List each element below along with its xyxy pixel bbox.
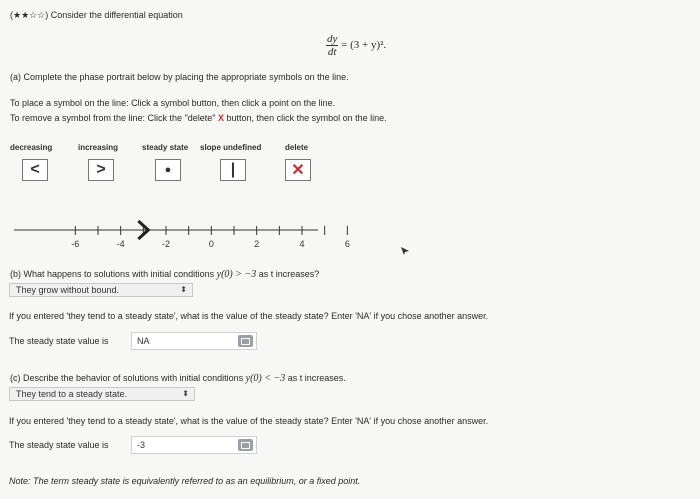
- decreasing-button[interactable]: [22, 159, 48, 181]
- problem-header: [10, 10, 183, 21]
- derivative-fraction: [326, 33, 338, 58]
- cursor-icon: [400, 246, 410, 256]
- left-chevron-icon: <: [30, 161, 40, 178]
- keyboard-icon[interactable]: [238, 335, 253, 347]
- equation-rhs: = (3 + y)².: [341, 39, 387, 52]
- delete-x-icon: ✕: [291, 162, 305, 179]
- part-b-condition: y(0) > −3: [216, 269, 257, 280]
- tick-label: -2: [161, 239, 171, 249]
- differential-equation: [326, 33, 386, 58]
- decreasing-label: decreasing: [10, 143, 53, 152]
- part-c-prompt: (c) Describe the behavior of solutions with initial conditions y(0) < −3 as t increases.: [10, 373, 346, 384]
- keyboard-icon[interactable]: [238, 439, 253, 451]
- place-instruction: To place a symbol on the line: Click a symbol button, then click a point on the line.: [10, 98, 336, 108]
- select-arrows-icon: ⬍: [182, 389, 189, 398]
- tick-label: 6: [344, 239, 350, 249]
- select-arrows-icon: ⬍: [180, 285, 187, 294]
- tick-label: 2: [254, 239, 260, 249]
- slope-undefined-label: slope undefined: [200, 143, 262, 152]
- part-b-prompt: (b) What happens to solutions with initial conditions y(0) > −3 as t increases?: [10, 269, 320, 280]
- remove-instruction: To remove a symbol from the line: Click the "delete" X button, then click the symbol on the line.: [10, 113, 387, 123]
- derivative-numerator: dy: [327, 33, 338, 45]
- phase-line[interactable]: [0, 210, 700, 270]
- inline-delete-icon: X: [218, 113, 225, 123]
- derivative-denominator: dt: [327, 46, 337, 58]
- tick-labels: [71, 239, 350, 249]
- dot-icon: ●: [164, 164, 172, 176]
- part-c-steady-label: The steady state value is: [9, 440, 109, 450]
- part-c-condition: y(0) < −3: [245, 373, 286, 384]
- steady-state-button[interactable]: [155, 159, 181, 181]
- increasing-button[interactable]: [88, 159, 114, 181]
- part-b-steady-input[interactable]: NA: [131, 332, 257, 350]
- increasing-label: increasing: [78, 143, 119, 152]
- delete-label: delete: [285, 143, 309, 152]
- right-chevron-icon: >: [96, 161, 106, 178]
- steady-state-label: steady state: [142, 143, 189, 152]
- difficulty-stars: (★★☆☆): [10, 10, 49, 20]
- slope-undefined-button[interactable]: [220, 159, 246, 181]
- part-a-prompt: (a) Complete the phase portrait below by placing the appropriate symbols on the line.: [10, 72, 349, 82]
- note: Note: The term steady state is equivalently referred to as an equilibrium, or a fixed point.: [9, 476, 361, 486]
- part-c-answer-select[interactable]: They tend to a steady state. ⬍: [9, 387, 195, 401]
- tick-label: 4: [299, 239, 305, 249]
- tick-label: -6: [71, 239, 80, 249]
- vertical-bar-icon: |: [230, 161, 236, 178]
- part-c-steady-input[interactable]: -3: [131, 436, 257, 454]
- delete-button[interactable]: [285, 159, 311, 181]
- part-c-steady-prompt: If you entered 'they tend to a steady state', what is the value of the steady state? Enter 'NA' if you chose another answer.: [9, 416, 489, 426]
- part-b-answer-select[interactable]: They grow without bound. ⬍: [9, 283, 193, 297]
- tick-label: -4: [116, 239, 125, 249]
- part-b-steady-prompt: If you entered 'they tend to a steady state', what is the value of the steady state? Enter 'NA' if you chose another answer.: [9, 311, 489, 321]
- problem-title: Consider the differential equation: [50, 10, 183, 20]
- part-b-steady-label: The steady state value is: [9, 336, 109, 346]
- tick-label: 0: [208, 239, 214, 249]
